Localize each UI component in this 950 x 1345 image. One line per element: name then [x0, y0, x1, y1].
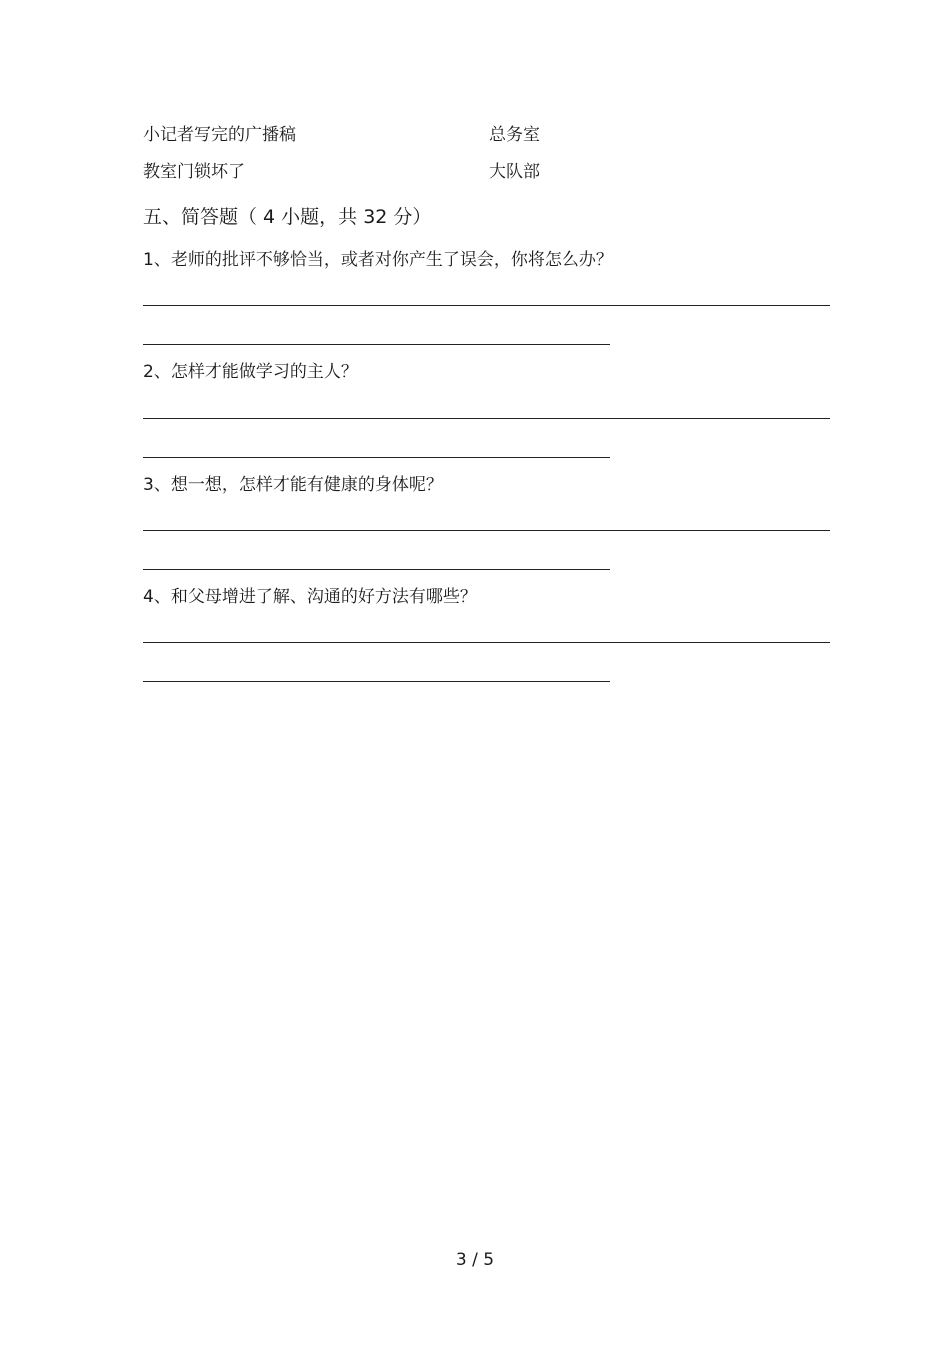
answer-line-1a[interactable]: [143, 305, 830, 306]
answer-line-2a[interactable]: [143, 418, 830, 419]
matching-item-left: 教室门锁坏了: [143, 162, 245, 182]
answer-line-4a[interactable]: [143, 642, 830, 643]
matching-item-left: 小记者写完的广播稿: [143, 125, 296, 145]
answer-line-3a[interactable]: [143, 530, 830, 531]
answer-line-1b[interactable]: [143, 344, 610, 345]
question-1: 1、老师的批评不够恰当，或者对你产生了误会，你将怎么办？: [143, 250, 613, 270]
matching-row: [143, 160, 823, 184]
section-title: 五、简答题（ 4 小题，共 32 分）: [143, 206, 432, 228]
answer-line-3b[interactable]: [143, 569, 610, 570]
question-3: 3、想一想，怎样才能有健康的身体呢？: [143, 475, 443, 495]
matching-row: [143, 123, 823, 147]
answer-line-4b[interactable]: [143, 681, 610, 682]
page-number: 3 / 5: [455, 1250, 495, 1270]
question-4: 4、和父母增进了解、沟通的好方法有哪些？: [143, 587, 477, 607]
question-2: 2、怎样才能做学习的主人？: [143, 362, 358, 382]
matching-item-right: 大队部: [489, 162, 540, 182]
answer-line-2b[interactable]: [143, 457, 610, 458]
matching-item-right: 总务室: [489, 125, 540, 145]
